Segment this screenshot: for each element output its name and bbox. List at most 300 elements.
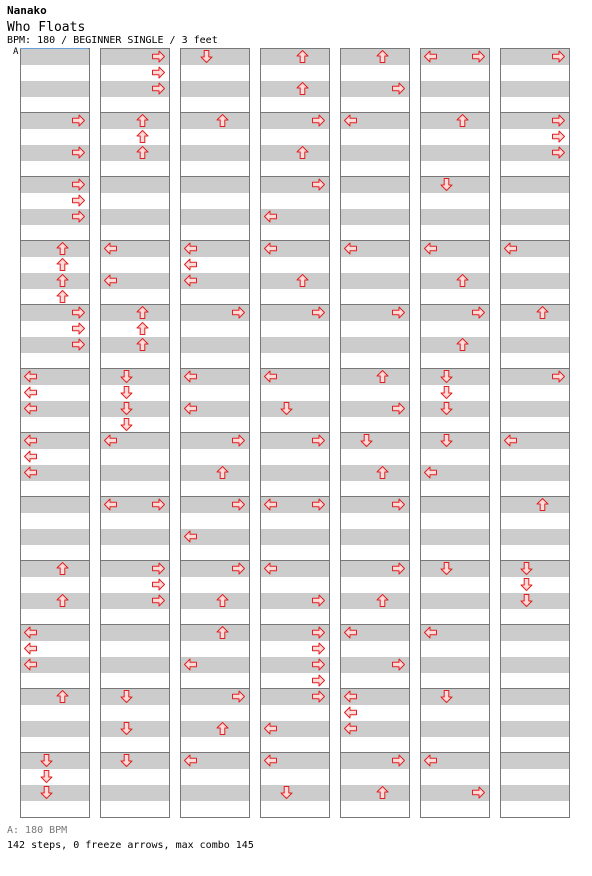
measure	[101, 689, 169, 753]
right-arrow-icon	[551, 369, 566, 384]
beat-band	[421, 641, 489, 657]
right-arrow-icon	[151, 593, 166, 608]
right-arrow-icon	[151, 497, 166, 512]
left-arrow-icon	[263, 721, 278, 736]
right-arrow-icon	[391, 305, 406, 320]
beat-band	[101, 385, 169, 401]
beat-band	[181, 705, 249, 721]
beat-band	[341, 145, 409, 161]
down-arrow-icon	[519, 561, 534, 576]
measure	[421, 177, 489, 241]
beat-band	[101, 705, 169, 721]
beat-band	[21, 753, 89, 769]
beat-band	[261, 129, 329, 145]
up-arrow-icon	[535, 497, 550, 512]
beat-band	[501, 401, 569, 417]
beat-band	[421, 657, 489, 673]
left-arrow-icon	[183, 273, 198, 288]
down-arrow-icon	[439, 369, 454, 384]
beat-band	[501, 177, 569, 193]
right-arrow-icon	[151, 577, 166, 592]
up-arrow-icon	[135, 129, 150, 144]
beat-band	[101, 177, 169, 193]
beat-band	[421, 401, 489, 417]
left-arrow-icon	[23, 401, 38, 416]
beat-band	[181, 97, 249, 113]
left-arrow-icon	[423, 49, 438, 64]
up-arrow-icon	[55, 593, 70, 608]
chart-column-2	[100, 48, 170, 818]
down-arrow-icon	[119, 401, 134, 416]
right-arrow-icon	[71, 177, 86, 192]
measure	[421, 497, 489, 561]
measure	[181, 625, 249, 689]
beat-band	[181, 161, 249, 177]
right-arrow-icon	[311, 593, 326, 608]
beat-band	[501, 657, 569, 673]
left-arrow-icon	[343, 721, 358, 736]
beat-band	[341, 321, 409, 337]
left-arrow-icon	[23, 641, 38, 656]
beat-band	[501, 689, 569, 705]
beat-band	[341, 161, 409, 177]
left-arrow-icon	[263, 209, 278, 224]
beat-band	[181, 577, 249, 593]
up-arrow-icon	[55, 689, 70, 704]
measure	[101, 241, 169, 305]
down-arrow-icon	[279, 401, 294, 416]
chart-column-1	[20, 48, 90, 818]
measure	[101, 753, 169, 817]
measure	[501, 369, 569, 433]
measure	[421, 625, 489, 689]
beat-band	[341, 289, 409, 305]
beat-band	[261, 417, 329, 433]
down-arrow-icon	[519, 577, 534, 592]
beat-band	[101, 801, 169, 817]
right-arrow-icon	[311, 657, 326, 672]
up-arrow-icon	[375, 785, 390, 800]
beat-band	[21, 81, 89, 97]
beat-band	[261, 449, 329, 465]
beat-band	[341, 209, 409, 225]
beat-band	[261, 65, 329, 81]
beat-band	[421, 209, 489, 225]
beat-band	[421, 481, 489, 497]
beat-band	[21, 705, 89, 721]
left-arrow-icon	[263, 753, 278, 768]
beat-band	[21, 97, 89, 113]
up-arrow-icon	[135, 145, 150, 160]
measure	[341, 49, 409, 113]
measure	[261, 689, 329, 753]
right-arrow-icon	[71, 193, 86, 208]
measure	[261, 369, 329, 433]
chart-info: BPM: 180 / BEGINNER SINGLE / 3 feet	[7, 35, 218, 46]
down-arrow-icon	[119, 721, 134, 736]
measure	[261, 113, 329, 177]
measure	[101, 113, 169, 177]
left-arrow-icon	[423, 465, 438, 480]
measure	[421, 753, 489, 817]
beat-band	[501, 625, 569, 641]
measure	[181, 49, 249, 113]
beat-band	[21, 65, 89, 81]
beat-band	[501, 321, 569, 337]
beat-band	[181, 545, 249, 561]
beat-band	[181, 737, 249, 753]
up-arrow-icon	[215, 465, 230, 480]
beat-band	[181, 513, 249, 529]
up-arrow-icon	[455, 337, 470, 352]
beat-band	[341, 337, 409, 353]
measure	[501, 561, 569, 625]
beat-band	[101, 529, 169, 545]
measure	[21, 433, 89, 497]
beat-band	[181, 289, 249, 305]
up-arrow-icon	[375, 49, 390, 64]
beat-band	[21, 673, 89, 689]
up-arrow-icon	[375, 593, 390, 608]
measure	[101, 49, 169, 113]
bpm-legend: A: 180 BPM	[7, 825, 68, 836]
measure	[21, 241, 89, 305]
beat-band	[181, 145, 249, 161]
left-arrow-icon	[343, 113, 358, 128]
left-arrow-icon	[263, 561, 278, 576]
measure	[101, 369, 169, 433]
beat-band	[261, 193, 329, 209]
measure	[21, 497, 89, 561]
up-arrow-icon	[215, 625, 230, 640]
measure	[341, 113, 409, 177]
beat-band	[181, 65, 249, 81]
measure	[501, 177, 569, 241]
beat-band	[501, 193, 569, 209]
beat-band	[181, 49, 249, 65]
left-arrow-icon	[23, 625, 38, 640]
artist-name: Nanako	[7, 4, 47, 17]
beat-band	[101, 481, 169, 497]
beat-band	[501, 609, 569, 625]
right-arrow-icon	[391, 561, 406, 576]
beat-band	[421, 721, 489, 737]
beat-band	[341, 513, 409, 529]
measure	[181, 305, 249, 369]
beat-band	[501, 337, 569, 353]
left-arrow-icon	[103, 433, 118, 448]
beat-band	[101, 97, 169, 113]
beat-band	[421, 545, 489, 561]
right-arrow-icon	[71, 337, 86, 352]
beat-band	[181, 225, 249, 241]
right-arrow-icon	[311, 673, 326, 688]
beat-band	[101, 785, 169, 801]
beat-band	[501, 289, 569, 305]
beat-band	[261, 577, 329, 593]
up-arrow-icon	[455, 113, 470, 128]
measure	[501, 497, 569, 561]
beat-band	[341, 417, 409, 433]
up-arrow-icon	[135, 321, 150, 336]
beat-band	[421, 225, 489, 241]
right-arrow-icon	[311, 641, 326, 656]
beat-band	[101, 673, 169, 689]
right-arrow-icon	[471, 305, 486, 320]
measure	[101, 561, 169, 625]
right-arrow-icon	[71, 305, 86, 320]
measure	[101, 433, 169, 497]
beat-band	[21, 417, 89, 433]
beat-band	[421, 673, 489, 689]
left-arrow-icon	[263, 241, 278, 256]
right-arrow-icon	[311, 113, 326, 128]
beat-band	[101, 401, 169, 417]
beat-band	[101, 449, 169, 465]
left-arrow-icon	[263, 497, 278, 512]
beat-band	[341, 353, 409, 369]
beat-band	[21, 785, 89, 801]
beat-band	[21, 769, 89, 785]
measure	[341, 625, 409, 689]
left-arrow-icon	[23, 433, 38, 448]
measure	[181, 689, 249, 753]
down-arrow-icon	[519, 593, 534, 608]
beat-band	[261, 785, 329, 801]
beat-band	[501, 97, 569, 113]
beat-band	[181, 353, 249, 369]
beat-band	[501, 257, 569, 273]
measure	[341, 241, 409, 305]
measure	[101, 625, 169, 689]
beat-band	[341, 737, 409, 753]
beat-band	[261, 353, 329, 369]
up-arrow-icon	[55, 257, 70, 272]
beat-band	[421, 81, 489, 97]
beat-band	[421, 561, 489, 577]
down-arrow-icon	[359, 433, 374, 448]
right-arrow-icon	[231, 497, 246, 512]
measure	[101, 177, 169, 241]
measure	[341, 433, 409, 497]
left-arrow-icon	[263, 369, 278, 384]
beat-band	[101, 417, 169, 433]
beat-band	[181, 785, 249, 801]
beat-band	[101, 625, 169, 641]
right-arrow-icon	[231, 433, 246, 448]
beat-band	[341, 801, 409, 817]
beat-band	[21, 353, 89, 369]
beat-band	[261, 289, 329, 305]
down-arrow-icon	[439, 433, 454, 448]
beat-band	[101, 193, 169, 209]
beat-band	[21, 529, 89, 545]
beat-band	[341, 641, 409, 657]
beat-band	[261, 337, 329, 353]
left-arrow-icon	[503, 241, 518, 256]
left-arrow-icon	[183, 401, 198, 416]
beat-band	[421, 193, 489, 209]
beat-band	[261, 465, 329, 481]
beat-band	[181, 801, 249, 817]
left-arrow-icon	[23, 385, 38, 400]
beat-band	[421, 737, 489, 753]
beat-band	[261, 161, 329, 177]
up-arrow-icon	[375, 465, 390, 480]
measure	[341, 305, 409, 369]
measure	[21, 177, 89, 241]
left-arrow-icon	[183, 657, 198, 672]
beat-band	[21, 737, 89, 753]
measure	[261, 497, 329, 561]
left-arrow-icon	[23, 465, 38, 480]
right-arrow-icon	[311, 177, 326, 192]
beat-band	[501, 785, 569, 801]
measure	[21, 113, 89, 177]
beat-band	[21, 513, 89, 529]
beat-band	[501, 161, 569, 177]
left-arrow-icon	[423, 625, 438, 640]
left-arrow-icon	[343, 705, 358, 720]
measure	[21, 689, 89, 753]
up-arrow-icon	[215, 721, 230, 736]
left-arrow-icon	[423, 753, 438, 768]
measure	[421, 369, 489, 433]
right-arrow-icon	[551, 49, 566, 64]
up-arrow-icon	[135, 305, 150, 320]
beat-band	[421, 145, 489, 161]
right-arrow-icon	[551, 145, 566, 160]
right-arrow-icon	[231, 305, 246, 320]
measure	[261, 625, 329, 689]
measure	[181, 497, 249, 561]
measure	[181, 177, 249, 241]
chart-column-3	[180, 48, 250, 818]
measure	[21, 625, 89, 689]
left-arrow-icon	[103, 273, 118, 288]
beat-band	[501, 801, 569, 817]
beat-band	[341, 529, 409, 545]
down-arrow-icon	[439, 401, 454, 416]
beat-band	[261, 481, 329, 497]
down-arrow-icon	[119, 689, 134, 704]
beat-band	[421, 801, 489, 817]
right-arrow-icon	[551, 129, 566, 144]
beat-band	[261, 257, 329, 273]
measure	[341, 497, 409, 561]
right-arrow-icon	[311, 625, 326, 640]
beat-band	[421, 433, 489, 449]
left-arrow-icon	[183, 529, 198, 544]
beat-band	[101, 257, 169, 273]
measure	[261, 49, 329, 113]
beat-band	[181, 449, 249, 465]
beat-band	[181, 769, 249, 785]
measure	[181, 241, 249, 305]
measure	[421, 241, 489, 305]
measure	[341, 689, 409, 753]
beat-band	[101, 689, 169, 705]
beat-band	[421, 177, 489, 193]
up-arrow-icon	[135, 113, 150, 128]
beat-band	[101, 753, 169, 769]
right-arrow-icon	[391, 657, 406, 672]
beat-band	[501, 225, 569, 241]
measure	[261, 561, 329, 625]
chart-column-7	[500, 48, 570, 818]
beat-band	[341, 449, 409, 465]
measure	[181, 561, 249, 625]
right-arrow-icon	[391, 497, 406, 512]
beat-band	[421, 529, 489, 545]
measure	[261, 753, 329, 817]
beat-band	[341, 225, 409, 241]
beat-band	[101, 161, 169, 177]
left-arrow-icon	[183, 257, 198, 272]
measure	[261, 177, 329, 241]
down-arrow-icon	[39, 769, 54, 784]
beat-band	[261, 769, 329, 785]
up-arrow-icon	[295, 81, 310, 96]
beat-band	[101, 641, 169, 657]
beat-band	[341, 65, 409, 81]
beat-band	[501, 705, 569, 721]
measure	[501, 113, 569, 177]
left-arrow-icon	[103, 241, 118, 256]
beat-band	[341, 577, 409, 593]
right-arrow-icon	[151, 81, 166, 96]
beat-band	[421, 609, 489, 625]
beat-band	[501, 721, 569, 737]
beat-band	[101, 369, 169, 385]
down-arrow-icon	[119, 369, 134, 384]
beat-band	[421, 449, 489, 465]
beat-band	[501, 529, 569, 545]
beat-band	[501, 449, 569, 465]
measure	[181, 433, 249, 497]
beat-band	[421, 417, 489, 433]
beat-band	[21, 545, 89, 561]
beat-band	[261, 513, 329, 529]
left-arrow-icon	[423, 241, 438, 256]
beat-band	[261, 545, 329, 561]
bpm-marker-label: A	[13, 47, 19, 57]
right-arrow-icon	[231, 689, 246, 704]
beat-band	[21, 481, 89, 497]
down-arrow-icon	[199, 49, 214, 64]
beat-band	[101, 769, 169, 785]
right-arrow-icon	[311, 689, 326, 704]
beat-band	[341, 193, 409, 209]
up-arrow-icon	[55, 289, 70, 304]
up-arrow-icon	[375, 369, 390, 384]
beat-band	[341, 257, 409, 273]
measure	[101, 305, 169, 369]
up-arrow-icon	[55, 273, 70, 288]
left-arrow-icon	[183, 241, 198, 256]
beat-band	[181, 337, 249, 353]
beat-band	[501, 673, 569, 689]
beat-band	[501, 753, 569, 769]
beat-band	[341, 177, 409, 193]
beat-band	[501, 353, 569, 369]
beat-band	[101, 737, 169, 753]
beat-band	[101, 545, 169, 561]
beat-band	[261, 609, 329, 625]
beat-band	[421, 577, 489, 593]
beat-band	[501, 577, 569, 593]
beat-band	[421, 353, 489, 369]
